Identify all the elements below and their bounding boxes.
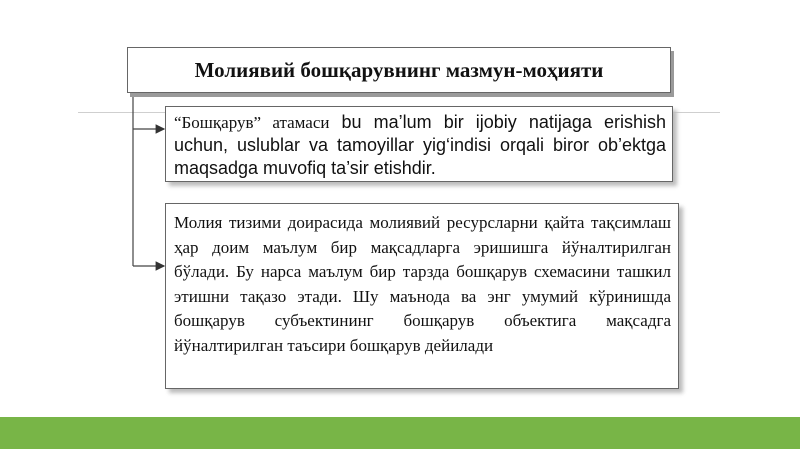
- definition-lead: “Бошқарув” атамаси: [174, 113, 330, 132]
- diagram-title: Молиявий бошқарувнинг мазмун-моҳияти: [194, 57, 604, 82]
- bottom-accent-band: [0, 417, 800, 449]
- title-box: [127, 47, 671, 93]
- definition-box: [165, 106, 673, 182]
- description-text: Молия тизими доирасида молиявий ресурсларни қайта тақсимлаш ҳар доим маълум бир мақсадларга эришишга йўналтирилган бўлади. Бу нарса маълум бир тарзда бошқарув схемасини ташкил этишни тақазо этади. Шу маънода ва энг умумий кўринишда бошқарув субъектининг бошқарув объектига мақсадга йўналтирилган таъсири бошқарув дейилади: [174, 213, 671, 355]
- description-box: [165, 203, 679, 389]
- definition-text: bu ma’lum bir ijobiy natijaga erishish uchun, uslublar va tamoyillar yig‘indisi orqali biror ob’ektga maqsadga muvofiq ta’sir etishdir.: [174, 112, 666, 178]
